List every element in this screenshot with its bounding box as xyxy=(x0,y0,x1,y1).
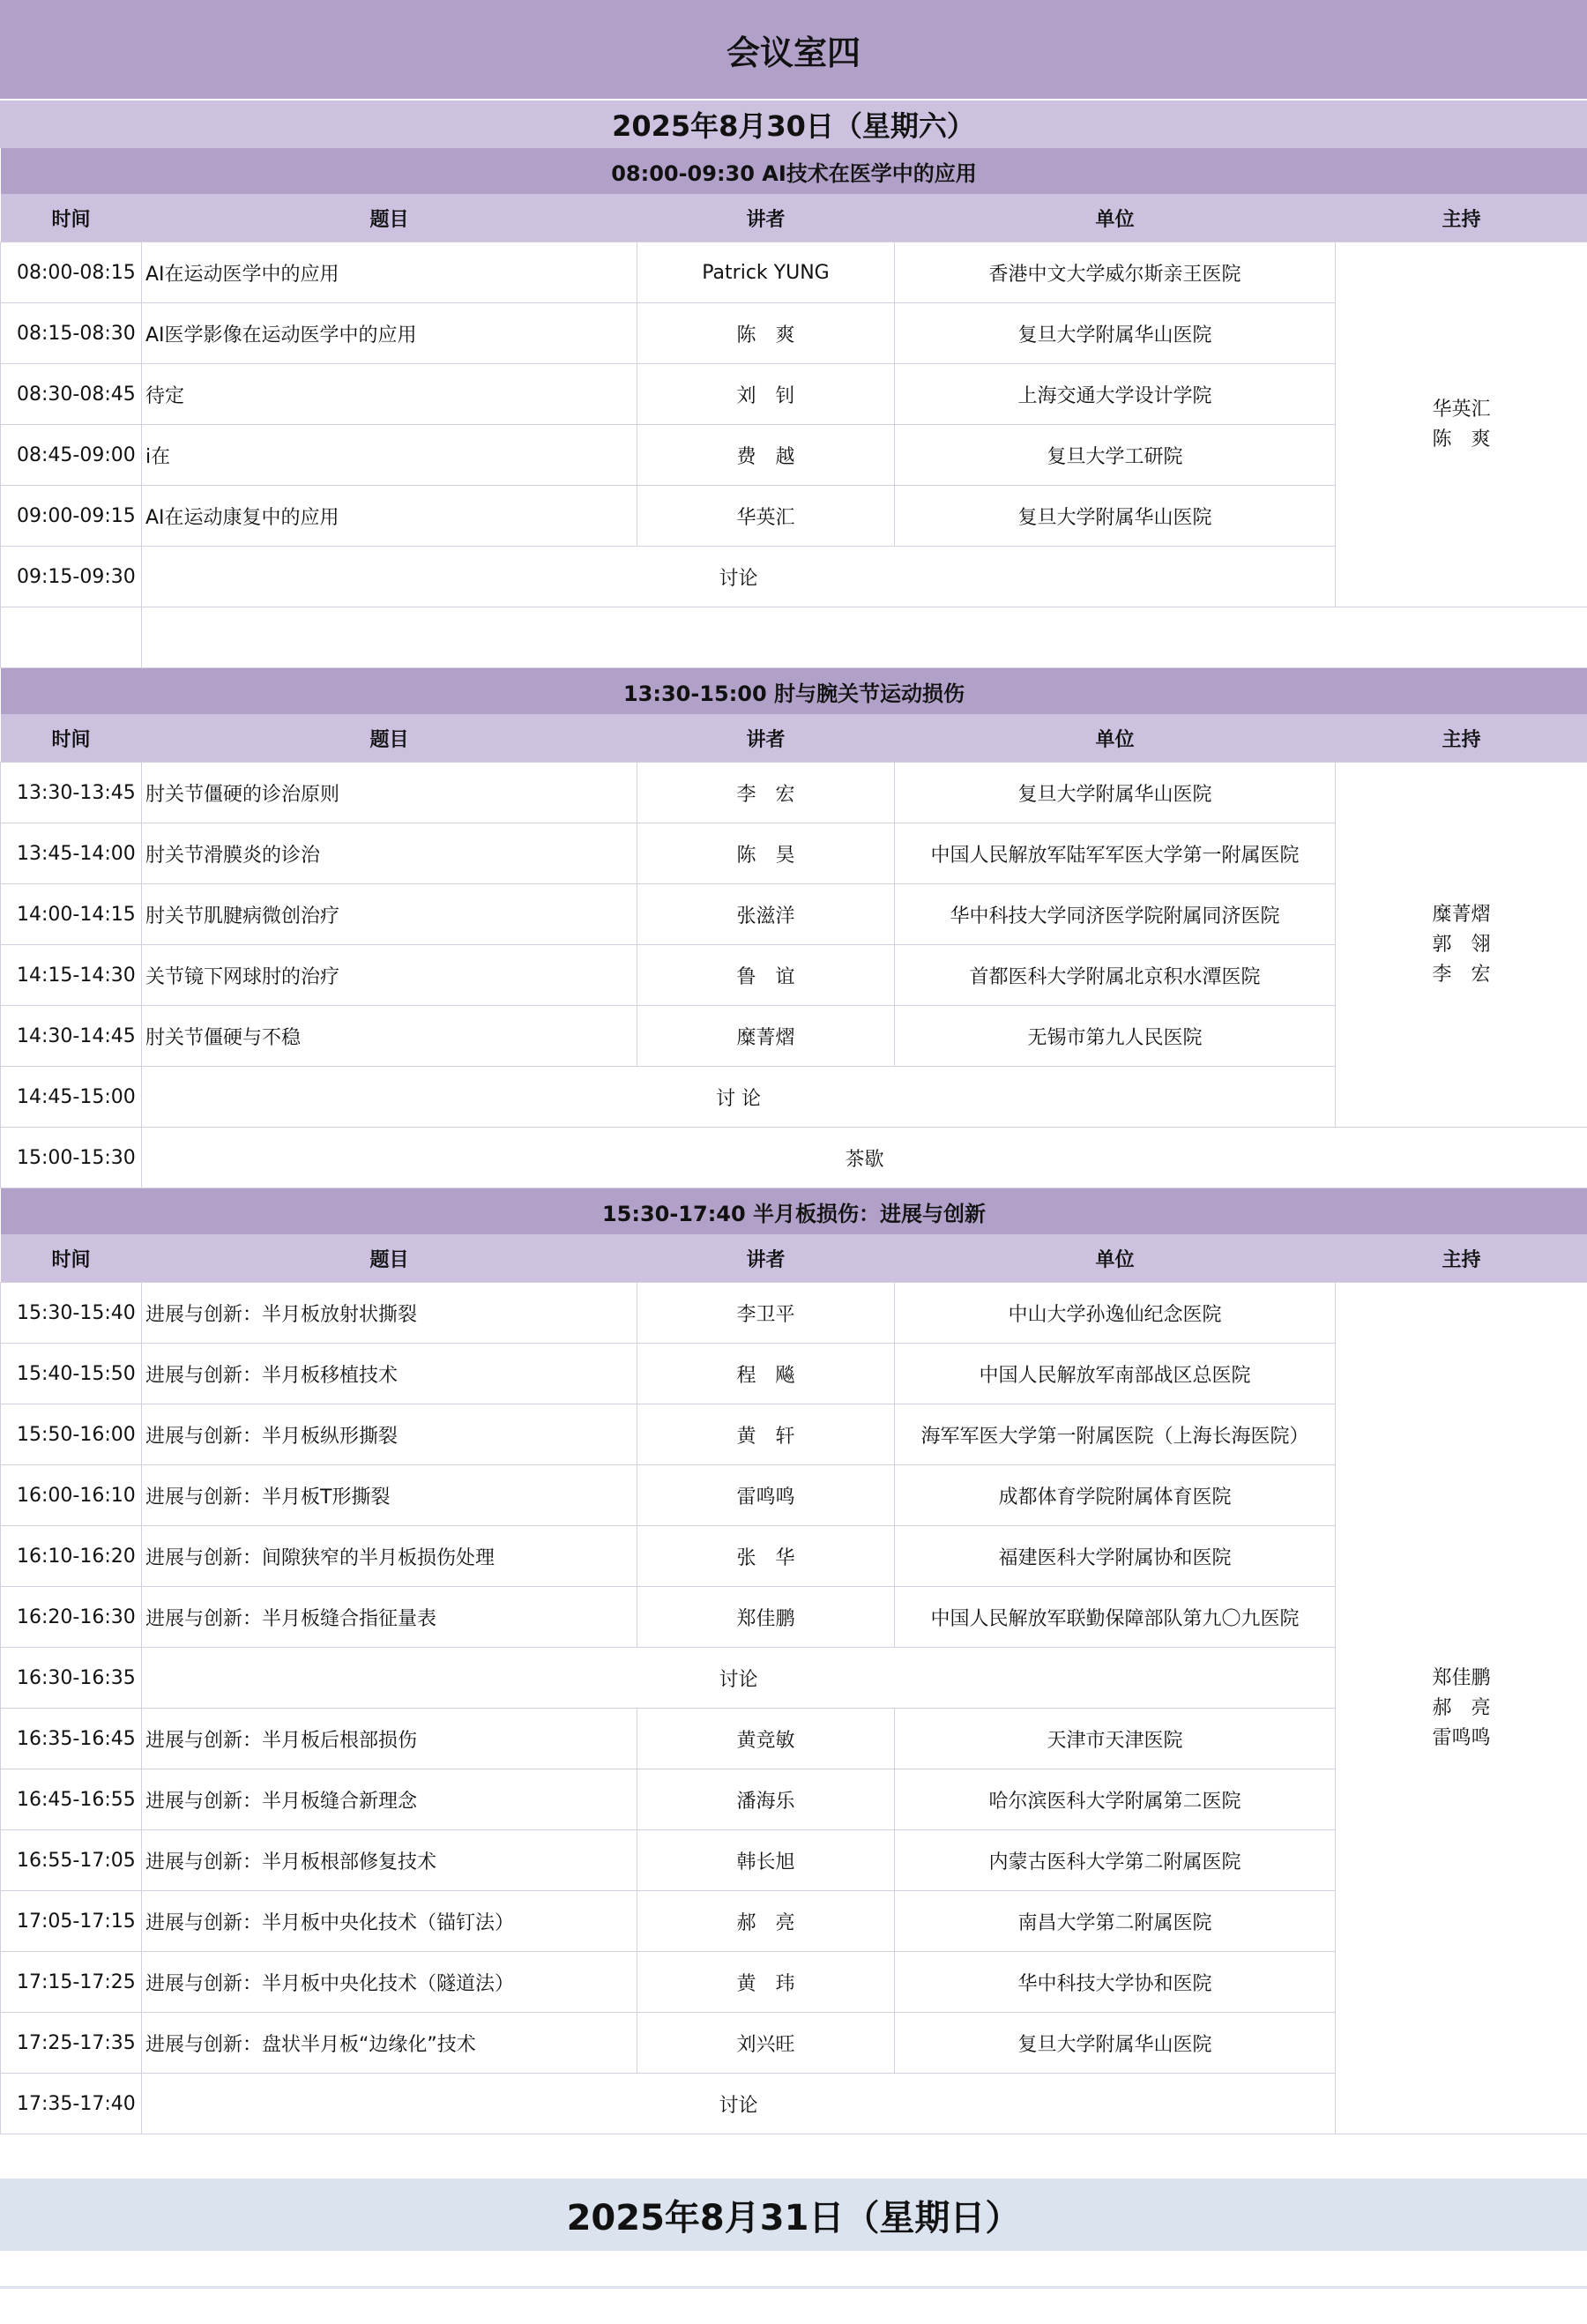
session-title-row xyxy=(1,1188,1587,1235)
session-title: 13:30-15:00 肘与腕关节运动损伤 xyxy=(1,668,1587,715)
topic-cell: 进展与创新：盘状半月板“边缘化”技术 xyxy=(142,2013,637,2074)
topic-cell: 进展与创新：半月板中央化技术（隧道法） xyxy=(142,1952,637,2013)
speaker-cell: 李 宏 xyxy=(637,763,895,823)
topic-cell: 进展与创新：半月板纵形撕裂 xyxy=(142,1404,637,1465)
schedule-table xyxy=(0,148,1587,2134)
time-cell: 14:00-14:15 xyxy=(1,884,142,945)
topic-cell: 待定 xyxy=(142,364,637,425)
host-cell xyxy=(1336,1283,1587,2134)
topic-cell: AI医学影像在运动医学中的应用 xyxy=(142,303,637,364)
time-cell: 15:50-16:00 xyxy=(1,1404,142,1465)
time-cell: 16:30-16:35 xyxy=(1,1648,142,1709)
speaker-cell: 程 飚 xyxy=(637,1344,895,1404)
speaker-cell: Patrick YUNG xyxy=(637,242,895,303)
speaker-cell: 潘海乐 xyxy=(637,1769,895,1830)
host-cell xyxy=(1336,242,1587,607)
topic-cell: 进展与创新：半月板缝合指征量表 xyxy=(142,1587,637,1648)
host-name: 糜菁熠 xyxy=(1432,903,1491,926)
time-cell: 17:05-17:15 xyxy=(1,1891,142,1952)
time-cell: 08:30-08:45 xyxy=(1,364,142,425)
time-cell: 17:35-17:40 xyxy=(1,2074,142,2134)
speaker-cell: 刘 钊 xyxy=(637,364,895,425)
time-cell: 08:45-09:00 xyxy=(1,425,142,486)
session-title-row xyxy=(1,668,1587,715)
topic-cell: 肘关节肌腱病微创治疗 xyxy=(142,884,637,945)
speaker-cell: 李卫平 xyxy=(637,1283,895,1344)
day2-date: 2025年8月31日（星期日） xyxy=(0,2179,1587,2251)
speaker-cell: 郑佳鹏 xyxy=(637,1587,895,1648)
blank-cell xyxy=(1,607,142,668)
session-title-row xyxy=(1,148,1587,194)
time-cell: 16:45-16:55 xyxy=(1,1769,142,1830)
header-time: 时间 xyxy=(1,194,142,242)
header-topic: 题目 xyxy=(142,1234,637,1283)
time-cell: 15:40-15:50 xyxy=(1,1344,142,1404)
bottom-strip xyxy=(0,2251,1587,2289)
unit-cell: 上海交通大学设计学院 xyxy=(895,364,1336,425)
speaker-cell: 黄竞敏 xyxy=(637,1709,895,1769)
unit-cell: 哈尔滨医科大学附属第二医院 xyxy=(895,1769,1336,1830)
time-cell: 17:25-17:35 xyxy=(1,2013,142,2074)
header-unit: 单位 xyxy=(895,1234,1336,1283)
topic-cell: 肘关节僵硬与不稳 xyxy=(142,1006,637,1067)
day1-date: 2025年8月30日（星期六） xyxy=(0,101,1587,148)
break-cell: 茶歇 xyxy=(142,1128,1587,1188)
topic-cell: i在 xyxy=(142,425,637,486)
unit-cell: 海军军医大学第一附属医院（上海长海医院） xyxy=(895,1404,1336,1465)
column-header-row xyxy=(1,1234,1587,1283)
header-host: 主持 xyxy=(1336,194,1587,242)
unit-cell: 复旦大学附属华山医院 xyxy=(895,763,1336,823)
unit-cell: 华中科技大学协和医院 xyxy=(895,1952,1336,2013)
spacer xyxy=(0,2134,1587,2179)
speaker-cell: 鲁 谊 xyxy=(637,945,895,1006)
room-title: 会议室四 xyxy=(0,0,1587,101)
speaker-cell: 郝 亮 xyxy=(637,1891,895,1952)
column-header-row xyxy=(1,714,1587,763)
unit-cell: 中山大学孙逸仙纪念医院 xyxy=(895,1283,1336,1344)
topic-cell: 进展与创新：半月板缝合新理念 xyxy=(142,1769,637,1830)
unit-cell: 内蒙古医科大学第二附属医院 xyxy=(895,1830,1336,1891)
topic-cell: 进展与创新：间隙狭窄的半月板损伤处理 xyxy=(142,1526,637,1587)
speaker-cell: 张 华 xyxy=(637,1526,895,1587)
host-name: 李 宏 xyxy=(1432,963,1491,986)
time-cell: 08:15-08:30 xyxy=(1,303,142,364)
blank-cell xyxy=(142,607,1587,668)
time-cell: 16:00-16:10 xyxy=(1,1465,142,1526)
topic-cell: 进展与创新：半月板中央化技术（锚钉法） xyxy=(142,1891,637,1952)
time-cell: 15:00-15:30 xyxy=(1,1128,142,1188)
time-cell: 13:45-14:00 xyxy=(1,823,142,884)
unit-cell: 成都体育学院附属体育医院 xyxy=(895,1465,1336,1526)
time-cell: 09:15-09:30 xyxy=(1,547,142,607)
unit-cell: 南昌大学第二附属医院 xyxy=(895,1891,1336,1952)
topic-cell: 进展与创新：半月板后根部损伤 xyxy=(142,1709,637,1769)
speaker-cell: 韩长旭 xyxy=(637,1830,895,1891)
header-unit: 单位 xyxy=(895,714,1336,763)
unit-cell: 香港中文大学威尔斯亲王医院 xyxy=(895,242,1336,303)
table-row xyxy=(1,763,1587,823)
time-cell: 09:00-09:15 xyxy=(1,486,142,547)
host-name: 郝 亮 xyxy=(1432,1696,1491,1719)
time-cell: 08:00-08:15 xyxy=(1,242,142,303)
table-row xyxy=(1,1283,1587,1344)
unit-cell: 首都医科大学附属北京积水潭医院 xyxy=(895,945,1336,1006)
header-unit: 单位 xyxy=(895,194,1336,242)
time-cell: 13:30-13:45 xyxy=(1,763,142,823)
speaker-cell: 张滋洋 xyxy=(637,884,895,945)
header-topic: 题目 xyxy=(142,714,637,763)
header-speaker: 讲者 xyxy=(637,194,895,242)
break-row xyxy=(1,1128,1587,1188)
time-cell: 15:30-15:40 xyxy=(1,1283,142,1344)
topic-cell: AI在运动医学中的应用 xyxy=(142,242,637,303)
host-name: 郑佳鹏 xyxy=(1432,1666,1491,1689)
unit-cell: 复旦大学附属华山医院 xyxy=(895,303,1336,364)
table-row xyxy=(1,242,1587,303)
speaker-cell: 刘兴旺 xyxy=(637,2013,895,2074)
topic-cell: 肘关节滑膜炎的诊治 xyxy=(142,823,637,884)
time-cell: 14:45-15:00 xyxy=(1,1067,142,1128)
topic-cell: 进展与创新：半月板移植技术 xyxy=(142,1344,637,1404)
topic-cell: 进展与创新：半月板放射状撕裂 xyxy=(142,1283,637,1344)
discussion-cell: 讨论 xyxy=(142,2074,1336,2134)
host-name: 华英汇 xyxy=(1432,398,1491,421)
unit-cell: 无锡市第九人民医院 xyxy=(895,1006,1336,1067)
header-topic: 题目 xyxy=(142,194,637,242)
header-speaker: 讲者 xyxy=(637,714,895,763)
speaker-cell: 华英汇 xyxy=(637,486,895,547)
discussion-cell: 讨论 xyxy=(142,1648,1336,1709)
unit-cell: 中国人民解放军联勤保障部队第九〇九医院 xyxy=(895,1587,1336,1648)
time-cell: 16:35-16:45 xyxy=(1,1709,142,1769)
header-time: 时间 xyxy=(1,714,142,763)
speaker-cell: 陈 昊 xyxy=(637,823,895,884)
header-host: 主持 xyxy=(1336,714,1587,763)
time-cell: 17:15-17:25 xyxy=(1,1952,142,2013)
header-time: 时间 xyxy=(1,1234,142,1283)
speaker-cell: 陈 爽 xyxy=(637,303,895,364)
topic-cell: 肘关节僵硬的诊治原则 xyxy=(142,763,637,823)
discussion-cell: 讨 论 xyxy=(142,1067,1336,1128)
unit-cell: 复旦大学附属华山医院 xyxy=(895,2013,1336,2074)
speaker-cell: 糜菁熠 xyxy=(637,1006,895,1067)
blank-row xyxy=(1,607,1587,668)
host-name: 陈 爽 xyxy=(1432,428,1491,451)
unit-cell: 福建医科大学附属协和医院 xyxy=(895,1526,1336,1587)
discussion-cell: 讨论 xyxy=(142,547,1336,607)
speaker-cell: 雷鸣鸣 xyxy=(637,1465,895,1526)
column-header-row xyxy=(1,194,1587,242)
time-cell: 16:20-16:30 xyxy=(1,1587,142,1648)
time-cell: 14:15-14:30 xyxy=(1,945,142,1006)
host-name: 郭 翎 xyxy=(1432,933,1491,956)
time-cell: 16:10-16:20 xyxy=(1,1526,142,1587)
topic-cell: 关节镜下网球肘的治疗 xyxy=(142,945,637,1006)
speaker-cell: 黄 玮 xyxy=(637,1952,895,2013)
topic-cell: 进展与创新：半月板根部修复技术 xyxy=(142,1830,637,1891)
session-title: 08:00-09:30 AI技术在医学中的应用 xyxy=(1,148,1587,194)
unit-cell: 华中科技大学同济医学院附属同济医院 xyxy=(895,884,1336,945)
unit-cell: 天津市天津医院 xyxy=(895,1709,1336,1769)
header-speaker: 讲者 xyxy=(637,1234,895,1283)
unit-cell: 中国人民解放军陆军军医大学第一附属医院 xyxy=(895,823,1336,884)
time-cell: 14:30-14:45 xyxy=(1,1006,142,1067)
speaker-cell: 费 越 xyxy=(637,425,895,486)
host-name: 雷鸣鸣 xyxy=(1432,1726,1491,1749)
session-title: 15:30-17:40 半月板损伤：进展与创新 xyxy=(1,1188,1587,1235)
unit-cell: 复旦大学工研院 xyxy=(895,425,1336,486)
host-cell xyxy=(1336,763,1587,1128)
unit-cell: 复旦大学附属华山医院 xyxy=(895,486,1336,547)
topic-cell: 进展与创新：半月板T形撕裂 xyxy=(142,1465,637,1526)
time-cell: 16:55-17:05 xyxy=(1,1830,142,1891)
unit-cell: 中国人民解放军南部战区总医院 xyxy=(895,1344,1336,1404)
header-host: 主持 xyxy=(1336,1234,1587,1283)
speaker-cell: 黄 轩 xyxy=(637,1404,895,1465)
topic-cell: AI在运动康复中的应用 xyxy=(142,486,637,547)
